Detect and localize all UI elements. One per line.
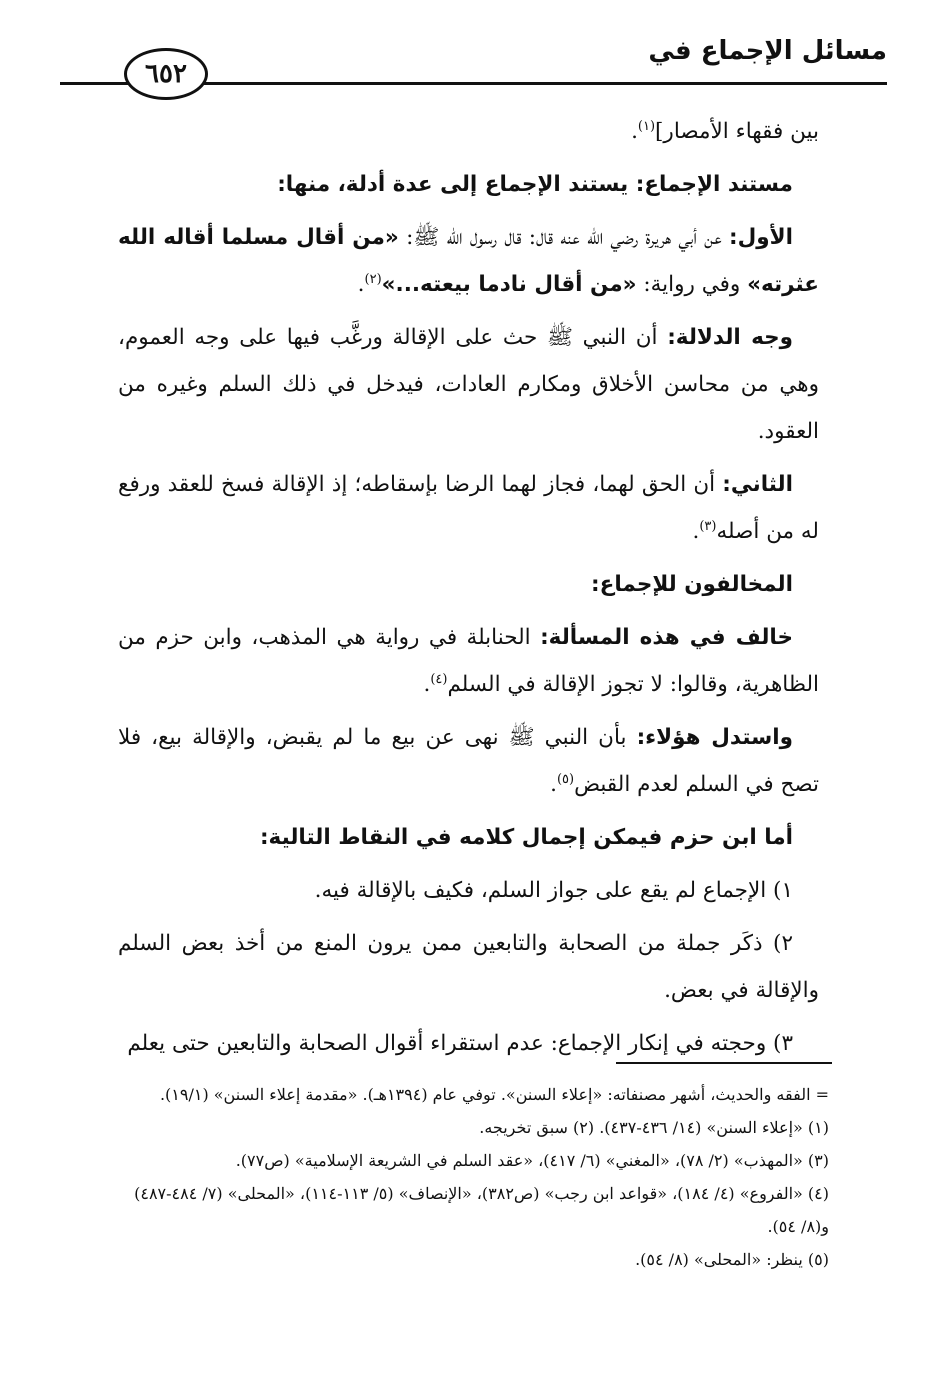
running-title: مسائل الإجماع في (648, 36, 887, 66)
section-heading: مستند الإجماع: يستند الإجماع إلى عدة أدلة، منها: (277, 172, 793, 197)
paragraph-argument (118, 714, 819, 808)
text: بين فقهاء الأمصار] (655, 119, 819, 144)
page-header (60, 28, 887, 88)
footnote-ref: (٣) (699, 518, 717, 534)
footnote-ref: (٤) (430, 671, 448, 687)
list-item: ٢) ذكَر جملة من الصحابة والتابعين ممن يرون المنع من أخذ بعض السلم والإقالة في بعض. (118, 931, 819, 1003)
text: . (631, 119, 638, 144)
section-heading: أما ابن حزم فيمكن إجمال كلامه في النقاط التالية: (259, 825, 793, 850)
text: أن النبي ﷺ حث على الإقالة ورغَّب فيها على وجه العموم، وهي من محاسن الأخلاق ومكارم العادات، فيدخل في ذلك السلم وغيره من العقود. (118, 325, 819, 444)
text: وفي رواية: (636, 272, 748, 297)
paragraph-second-evidence (118, 461, 819, 555)
footnote-item: (١) «إعلاء السنن» (١٤/ ٤٣٦-٤٣٧). (٢) سبق تخريجه. (479, 1118, 829, 1137)
label: الأول: (729, 225, 793, 250)
list-item: ٣) وحجته في إنكار الإجماع: عدم استقراء أقوال الصحابة والتابعين حتى يعلم (127, 1031, 793, 1056)
footnote-ref: (١) (637, 118, 656, 134)
paragraph-evidence-meaning (118, 314, 819, 455)
main-text (118, 108, 819, 1073)
hadith-quote: «من أقال مسلما أقاله الله عثرته» (118, 225, 819, 297)
footnote-ref: (٢) (364, 271, 382, 287)
footnote-item: (٥) ينظر: «المحلى» (٨/ ٥٤). (635, 1250, 829, 1269)
text: . (550, 772, 557, 797)
hadith-quote: «من أقال نادما بيعته...» (381, 272, 637, 297)
footnote-item: (٤) «الفروع» (٤/ ١٨٤)، «قواعد ابن رجب» (ص٣٨٢)، «الإنصاف» (٥/ ١١٣-١١٤)، «المحلى» (٧/ ٤٨٤-٤٨٧) و(٨/ ٥٤). (134, 1184, 829, 1236)
text: بأن النبي ﷺ نهى عن بيع ما لم يقبض، والإقالة بيع، فلا تصح في السلم لعدم القبض (118, 725, 819, 797)
footnote-ref: (٥) (556, 771, 575, 787)
text: . (692, 519, 700, 544)
footnote-item: (٣) «المهذب» (٢/ ٧٨)، «المغني» (٦/ ٤١٧)، «عقد السلم في الشريعة الإسلامية» (ص٧٧). (235, 1151, 829, 1170)
text: أن الحق لهما، فجاز لهما الرضا بإسقاطه؛ إذ الإقالة فسخ للعقد ورفع له من أصله (118, 472, 819, 544)
footnotes (110, 1078, 829, 1276)
paragraph-dissenters (118, 614, 819, 708)
paragraph-first-evidence (118, 214, 819, 308)
text: . (357, 272, 365, 297)
text: الحنابلة في رواية هي المذهب، وابن حزم من الظاهرية، وقالوا: لا تجوز الإقالة في السلم (118, 625, 819, 697)
text: عن أبي هريرة رضي الله عنه قال: قال رسول الله ﷺ: (398, 225, 729, 250)
label: وجه الدلالة: (667, 325, 794, 350)
text: . (423, 672, 431, 697)
paragraph-continuation (118, 108, 819, 155)
page-number: ٦٥٢ (124, 48, 208, 100)
list-item: ١) الإجماع لم يقع على جواز السلم، فكيف بالإقالة فيه. (314, 878, 793, 903)
footnote-separator (616, 1062, 832, 1064)
label: خالف في هذه المسألة: (540, 625, 793, 650)
footnote-item: = الفقه والحديث، أشهر مصنفاته: «إعلاء السنن». توفي عام (١٣٩٤هـ). «مقدمة إعلاء السنن» (١٩/١). (159, 1085, 829, 1104)
label: الثاني: (722, 472, 793, 497)
section-heading: المخالفون للإجماع: (591, 572, 793, 597)
label: واستدل هؤلاء: (636, 725, 793, 750)
